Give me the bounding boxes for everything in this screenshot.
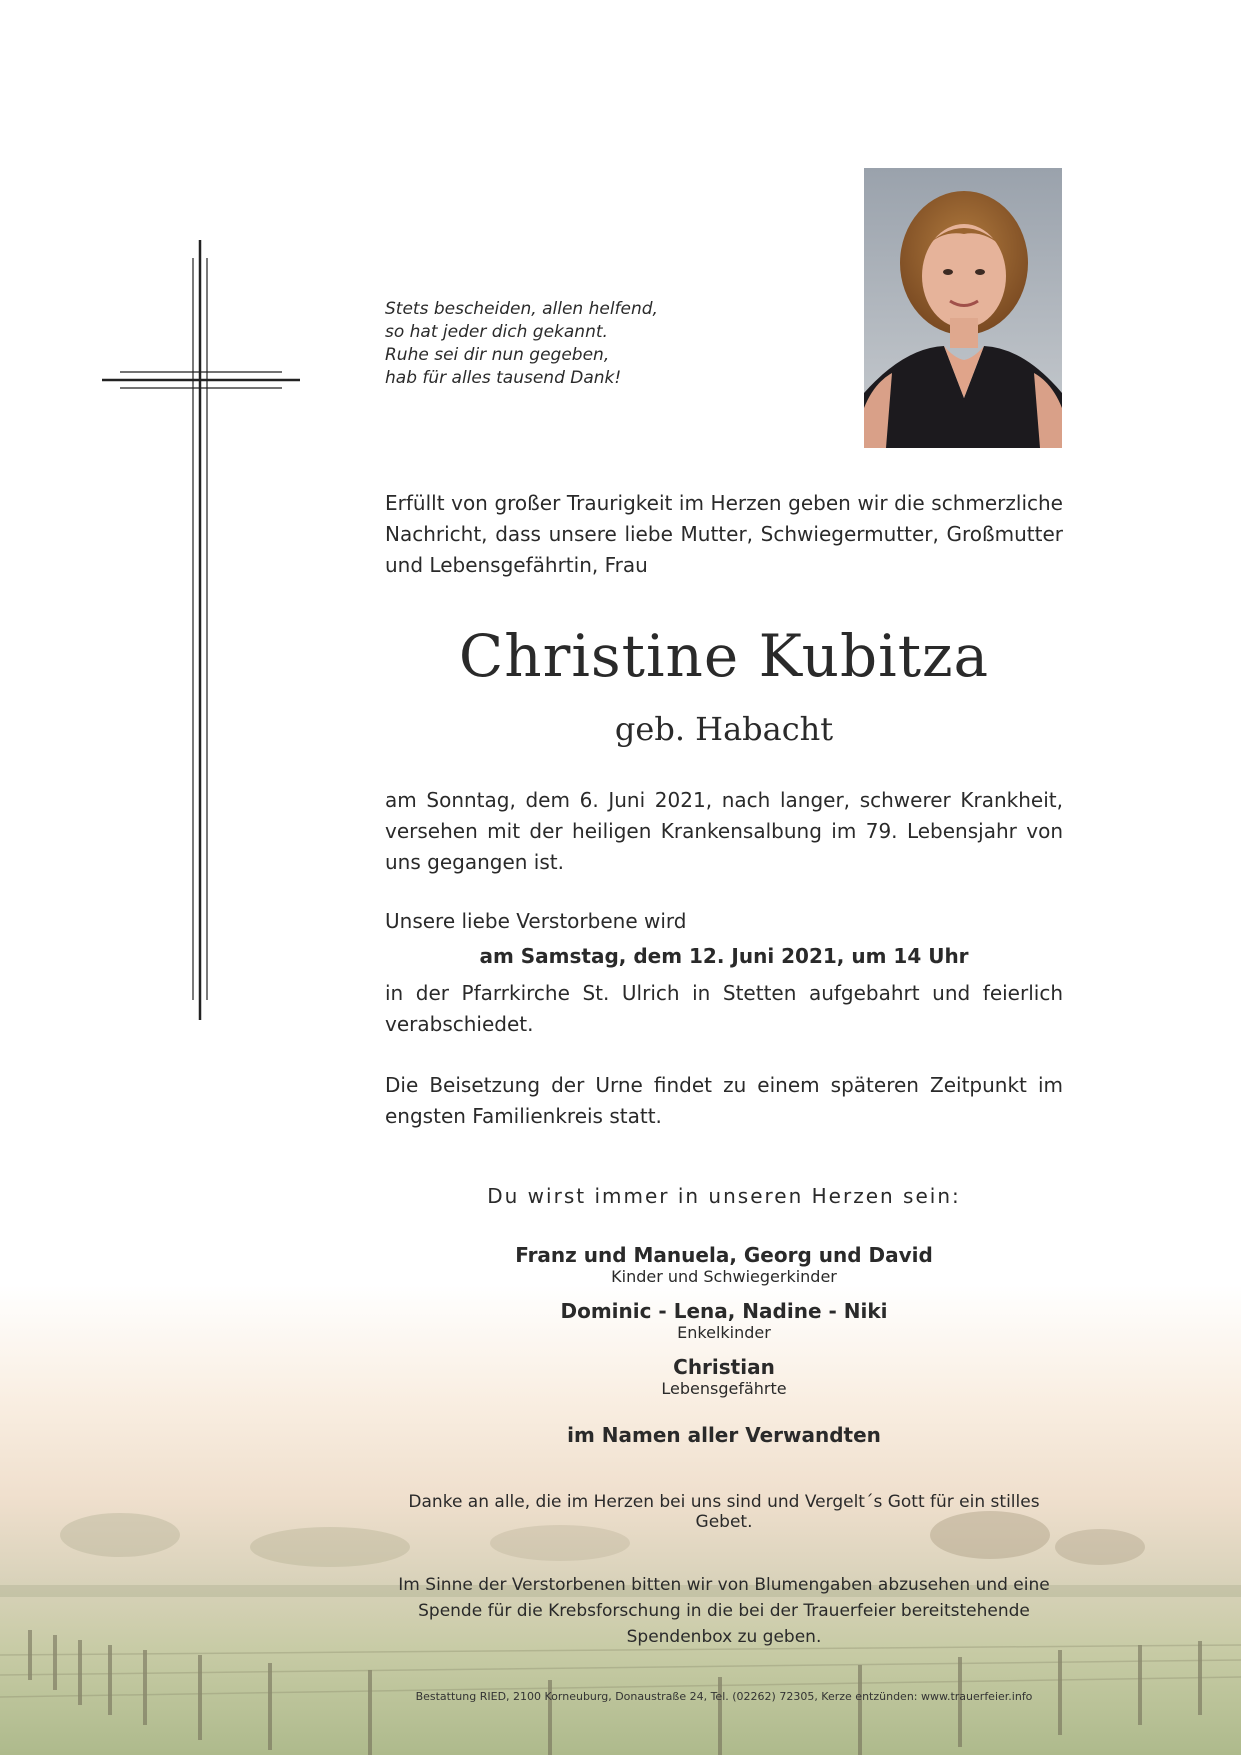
intro-text: Erfüllt von großer Traurigkeit im Herzen geben wir die schmerzliche Nachricht, dass unsere liebe Mutter, Schwiegermutter, Großmutter und Lebensgefährtin, Frau — [385, 491, 1063, 577]
funeral-home-footer: Bestattung RIED, 2100 Korneuburg, Donaustraße 24, Tel. (02262) 72305, Kerze entzünden: www.trauerfeier.info — [415, 1690, 1033, 1703]
lying-in-state-intro: Unsere liebe Verstorbene wird — [385, 909, 687, 933]
cross-icon — [90, 240, 305, 1030]
mourner-role: Enkelkinder — [677, 1323, 771, 1342]
verse-line: so hat jeder dich gekannt. — [385, 322, 608, 342]
ceremony-date: am Samstag, dem 12. Juni 2021, um 14 Uhr — [479, 944, 969, 968]
mourner-names: Christian — [673, 1355, 775, 1379]
on-behalf-line: im Namen aller Verwandten — [567, 1423, 881, 1447]
mourner-group — [385, 1355, 1063, 1399]
deceased-name: Christine Kubitza — [458, 622, 990, 690]
verse-line: Stets bescheiden, allen helfend, — [385, 299, 658, 319]
verse-line: Ruhe sei dir nun gegeben, — [385, 345, 610, 365]
donation-request — [385, 1572, 1063, 1650]
mourner-names: Dominic - Lena, Nadine - Niki — [560, 1299, 888, 1323]
passing-text: am Sonntag, dem 6. Juni 2021, nach langer, schwerer Krankheit, versehen mit der heiligen Krankensalbung im 79. Lebensjahr von uns gegangen ist. — [385, 788, 1063, 874]
burial-text: Die Beisetzung der Urne findet zu einem späteren Zeitpunkt im engsten Familienkreis statt. — [385, 1073, 1063, 1128]
donation-line: Im Sinne der Verstorbenen bitten wir von Blumengaben abzusehen und eine — [398, 1575, 1050, 1595]
mourner-group — [385, 1299, 1063, 1343]
portrait-photo — [864, 168, 1062, 448]
donation-line: Spende für die Krebsforschung in die bei der Trauerfeier bereitstehende — [418, 1601, 1030, 1621]
verse-line: hab für alles tausend Dank! — [385, 368, 622, 388]
mourner-role: Kinder und Schwiegerkinder — [611, 1267, 837, 1286]
mourner-group — [385, 1243, 1063, 1287]
mourner-names: Franz und Manuela, Georg und David — [515, 1243, 933, 1267]
maiden-name: geb. Habacht — [614, 710, 834, 748]
mourner-role: Lebensgefährte — [661, 1379, 787, 1398]
church-text: in der Pfarrkirche St. Ulrich in Stetten aufgebahrt und feierlich verabschiedet. — [385, 981, 1063, 1036]
donation-line: Spendenbox zu geben. — [626, 1627, 822, 1647]
memorial-verse — [385, 298, 658, 390]
hearts-line: Du wirst immer in unseren Herzen sein: — [487, 1184, 961, 1208]
thanks-line: Danke an alle, die im Herzen bei uns sind und Vergelt´s Gott für ein stilles Gebet. — [408, 1492, 1040, 1532]
